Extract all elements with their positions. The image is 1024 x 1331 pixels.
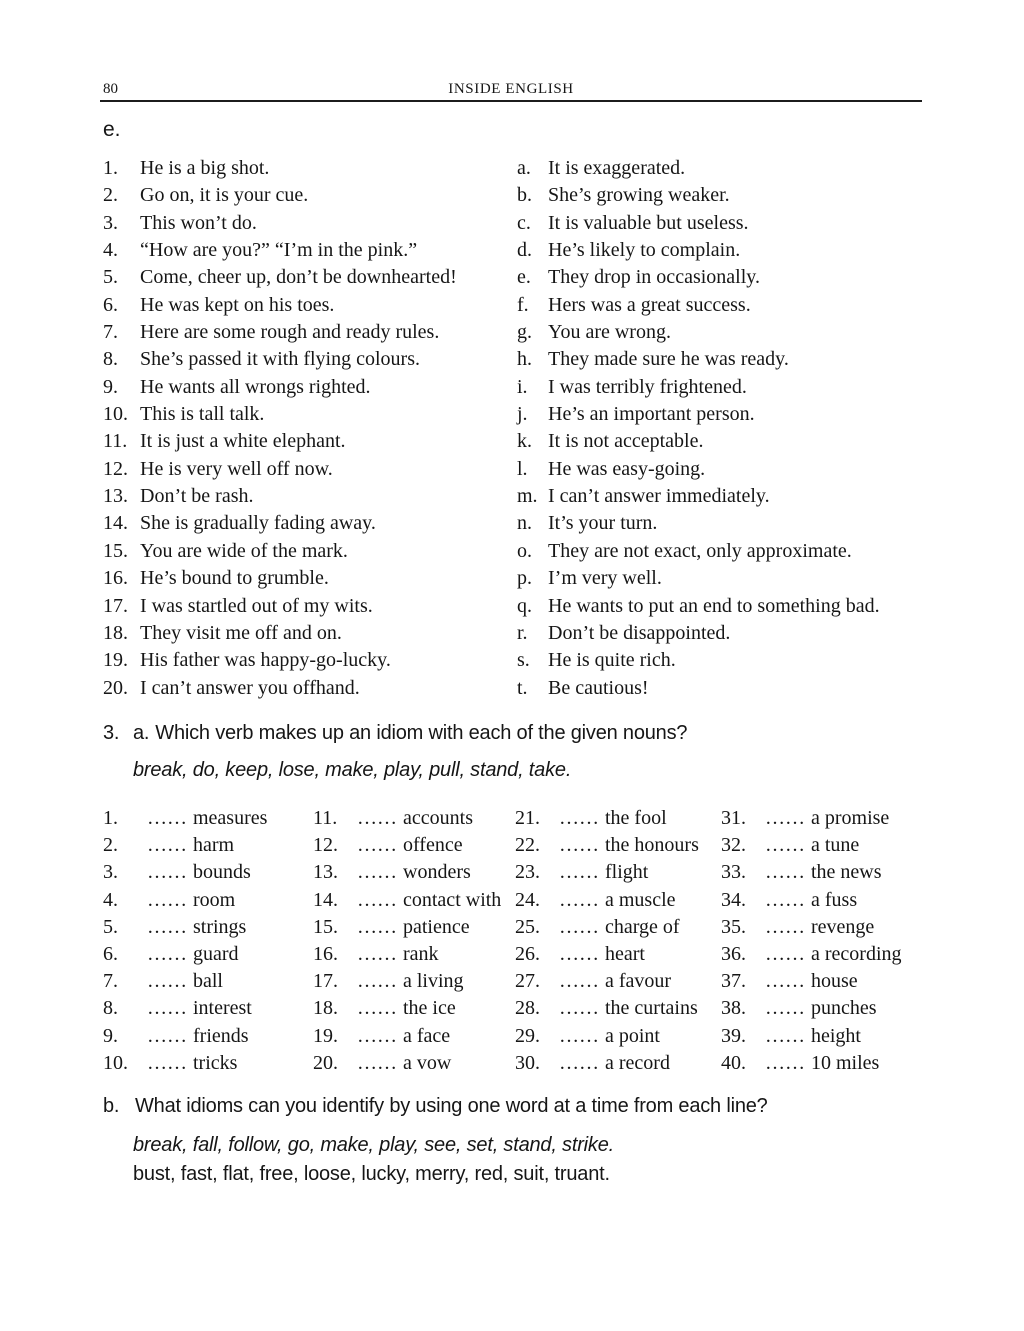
pair-text: They visit me off and on.	[140, 621, 342, 644]
pair-num: 19.	[103, 649, 128, 672]
noun-text: guard	[193, 942, 239, 965]
blank-dots: ……	[357, 1051, 397, 1074]
blank-dots: ……	[765, 915, 805, 938]
noun-num: 26.	[515, 942, 540, 965]
blank-dots: ……	[765, 970, 805, 993]
noun-text: a tune	[811, 834, 860, 857]
noun-text: rank	[403, 942, 439, 965]
noun-num: 7.	[103, 970, 118, 993]
noun-num: 15.	[313, 915, 338, 938]
blank-dots: ……	[559, 942, 599, 965]
noun-num: 23.	[515, 861, 540, 884]
noun-num: 3.	[103, 861, 118, 884]
noun-entry	[147, 970, 313, 997]
blank-dots: ……	[765, 942, 805, 965]
noun-entry	[147, 807, 313, 834]
blank-dots: ……	[765, 834, 805, 857]
match-text: It is valuable but useless.	[548, 211, 749, 234]
match-text: They drop in occasionally.	[548, 266, 760, 289]
pair-num: 2.	[103, 184, 118, 207]
blank-dots: ……	[765, 1051, 805, 1074]
verb-list: break, do, keep, lose, make, play, pull, stand, take.	[133, 759, 572, 781]
pair-text: Come, cheer up, don’t be downhearted!	[140, 266, 457, 289]
noun-text: a favour	[605, 970, 672, 993]
noun-text: house	[811, 970, 858, 993]
exercise-question: What idioms can you identify by using one word at a time from each line?	[135, 1095, 768, 1117]
blank-dots: ……	[765, 861, 805, 884]
noun-num: 10.	[103, 1051, 128, 1074]
blank-dots: ……	[357, 1024, 397, 1047]
match-text: She’s growing weaker.	[548, 184, 730, 207]
blank-dots: ……	[147, 807, 187, 829]
noun-entry	[147, 997, 313, 1024]
blank-dots: ……	[765, 997, 805, 1020]
pair-text: He is very well off now.	[140, 457, 333, 480]
blank-dots: ……	[147, 915, 187, 938]
noun-num: 22.	[515, 834, 540, 857]
noun-entry	[147, 1025, 313, 1052]
word-list-verbs: break, fall, follow, go, make, play, see, set, stand, strike.	[133, 1134, 614, 1156]
pair-num: 15.	[103, 539, 128, 562]
exercise-number: 3.	[103, 722, 120, 744]
pair-text: He’s bound to grumble.	[140, 567, 329, 590]
noun-text: accounts	[403, 807, 473, 829]
pair-num: 20.	[103, 676, 128, 699]
noun-num: 8.	[103, 997, 118, 1020]
noun-entry	[357, 889, 515, 916]
pair-num: 11.	[103, 430, 128, 453]
noun-num: 20.	[313, 1051, 338, 1074]
noun-text: the news	[811, 861, 882, 884]
noun-fill-in-list	[103, 807, 922, 1079]
pair-num: 6.	[103, 293, 118, 316]
match-text: He wants to put an end to something bad.	[548, 594, 880, 617]
noun-text: a promise	[811, 807, 890, 829]
blank-dots: ……	[357, 997, 397, 1020]
noun-entry	[765, 1052, 922, 1079]
noun-entry	[559, 997, 721, 1024]
word-list-words: bust, fast, flat, free, loose, lucky, merry, red, suit, truant.	[133, 1162, 610, 1185]
match-text: He is quite rich.	[548, 649, 676, 672]
blank-dots: ……	[559, 834, 599, 857]
noun-num: 9.	[103, 1024, 118, 1047]
noun-entry	[147, 943, 313, 970]
exercise-letter: b.	[103, 1095, 120, 1117]
match-text: Be cautious!	[548, 676, 649, 699]
noun-num: 1.	[103, 807, 118, 829]
noun-text: a point	[605, 1024, 660, 1047]
noun-text: friends	[193, 1024, 249, 1047]
noun-num: 5.	[103, 915, 118, 938]
pair-num: 10.	[103, 403, 128, 426]
noun-num: 12.	[313, 834, 338, 857]
pair-num: 9.	[103, 375, 118, 398]
blank-dots: ……	[147, 1051, 187, 1074]
pair-text: Go on, it is your cue.	[140, 184, 309, 207]
match-letter: g.	[517, 321, 532, 344]
match-text: Hers was a great success.	[548, 293, 751, 316]
noun-text: wonders	[403, 861, 471, 884]
noun-entry	[559, 807, 721, 834]
noun-num: 25.	[515, 915, 540, 938]
noun-entry	[147, 1052, 313, 1079]
noun-entry	[559, 916, 721, 943]
noun-entry	[357, 1052, 515, 1079]
match-text: He was easy-going.	[548, 457, 706, 480]
match-text: He’s an important person.	[548, 403, 755, 426]
pair-num: 3.	[103, 211, 118, 234]
match-letter: a.	[517, 157, 531, 179]
noun-text: bounds	[193, 861, 251, 884]
noun-entry	[357, 916, 515, 943]
blank-dots: ……	[147, 942, 187, 965]
match-letter: q.	[517, 594, 532, 617]
noun-num: 13.	[313, 861, 338, 884]
noun-entry	[765, 861, 922, 888]
blank-dots: ……	[357, 942, 397, 965]
noun-text: interest	[193, 997, 252, 1020]
noun-entry	[147, 861, 313, 888]
noun-text: a record	[605, 1051, 670, 1074]
pair-text: He is a big shot.	[140, 157, 270, 179]
noun-entry	[357, 807, 515, 834]
pair-num: 13.	[103, 485, 128, 508]
noun-text: tricks	[193, 1051, 238, 1074]
pair-num: 16.	[103, 567, 128, 590]
noun-entry	[147, 889, 313, 916]
noun-entry	[357, 1025, 515, 1052]
pair-text: You are wide of the mark.	[140, 539, 348, 562]
noun-num: 2.	[103, 834, 118, 857]
blank-dots: ……	[559, 1024, 599, 1047]
noun-num: 11.	[313, 807, 338, 829]
noun-text: patience	[403, 915, 470, 938]
pair-text: I was startled out of my wits.	[140, 594, 373, 617]
noun-num: 18.	[313, 997, 338, 1020]
section-e-label: e.	[103, 118, 121, 141]
noun-text: contact with	[403, 888, 502, 911]
pair-text: He was kept on his toes.	[140, 293, 335, 316]
noun-entry	[147, 916, 313, 943]
match-text: I can’t answer immediately.	[548, 485, 770, 508]
match-letter: f.	[517, 293, 529, 316]
noun-entry	[559, 889, 721, 916]
match-text: You are wrong.	[548, 321, 671, 344]
blank-dots: ……	[559, 970, 599, 993]
match-text: They made sure he was ready.	[548, 348, 789, 371]
noun-num: 37.	[721, 970, 746, 993]
match-letter: o.	[517, 539, 532, 562]
noun-num: 36.	[721, 942, 746, 965]
noun-num: 35.	[721, 915, 746, 938]
noun-entry	[357, 861, 515, 888]
page-number: 80	[103, 81, 118, 97]
noun-num: 24.	[515, 888, 540, 911]
pair-num: 8.	[103, 348, 118, 371]
blank-dots: ……	[765, 888, 805, 911]
blank-dots: ……	[765, 1024, 805, 1047]
blank-dots: ……	[357, 834, 397, 857]
exercise-3a-heading	[103, 722, 922, 745]
match-letter: l.	[517, 457, 528, 480]
pair-text: This is tall talk.	[140, 403, 265, 426]
noun-entry	[765, 916, 922, 943]
blank-dots: ……	[147, 997, 187, 1020]
pair-text: He wants all wrongs righted.	[140, 375, 371, 398]
match-letter: e.	[517, 266, 531, 289]
blank-dots: ……	[559, 807, 599, 829]
noun-text: charge of	[605, 915, 680, 938]
noun-text: strings	[193, 915, 247, 938]
match-letter: j.	[517, 403, 528, 426]
blank-dots: ……	[147, 861, 187, 884]
noun-text: a fuss	[811, 888, 858, 911]
noun-num: 29.	[515, 1024, 540, 1047]
noun-text: height	[811, 1024, 861, 1047]
match-letter: i.	[517, 375, 528, 398]
noun-num: 14.	[313, 888, 338, 911]
pair-num: 4.	[103, 239, 118, 262]
pair-text: Here are some rough and ready rules.	[140, 321, 440, 344]
blank-dots: ……	[147, 970, 187, 993]
match-text: I’m very well.	[548, 567, 662, 590]
pair-num: 12.	[103, 457, 128, 480]
pair-text: She is gradually fading away.	[140, 512, 376, 535]
pair-num: 5.	[103, 266, 118, 289]
exercise-letter: a.	[133, 722, 150, 744]
pair-text: It is just a white elephant.	[140, 430, 346, 453]
pair-num: 1.	[103, 157, 118, 179]
noun-entry	[765, 834, 922, 861]
pair-num: 17.	[103, 594, 128, 617]
noun-text: a muscle	[605, 888, 676, 911]
noun-text: punches	[811, 997, 877, 1020]
noun-num: 39.	[721, 1024, 746, 1047]
noun-num: 21.	[515, 807, 540, 829]
matching-exercise	[103, 157, 922, 704]
match-letter: t.	[517, 676, 528, 699]
match-letter: b.	[517, 184, 532, 207]
noun-entry	[559, 970, 721, 997]
noun-entry	[357, 970, 515, 997]
noun-num: 31.	[721, 807, 746, 829]
noun-entry	[765, 970, 922, 997]
noun-entry	[357, 834, 515, 861]
match-text: He’s likely to complain.	[548, 239, 741, 262]
noun-entry	[765, 807, 922, 834]
pair-num: 14.	[103, 512, 128, 535]
noun-entry	[357, 997, 515, 1024]
noun-text: the fool	[605, 807, 667, 829]
noun-text: a living	[403, 970, 464, 993]
noun-num: 38.	[721, 997, 746, 1020]
blank-dots: ……	[559, 915, 599, 938]
pair-text: This won’t do.	[140, 211, 257, 234]
blank-dots: ……	[357, 861, 397, 884]
noun-text: the honours	[605, 834, 699, 857]
exercise-3b-heading	[103, 1095, 953, 1118]
pair-text: “How are you?” “I’m in the pink.”	[140, 239, 418, 262]
match-letter: p.	[517, 567, 532, 590]
noun-text: the curtains	[605, 997, 698, 1020]
match-letter: m.	[517, 485, 538, 508]
noun-entry	[559, 861, 721, 888]
blank-dots: ……	[559, 861, 599, 884]
noun-entry	[559, 943, 721, 970]
blank-dots: ……	[559, 997, 599, 1020]
noun-entry	[147, 834, 313, 861]
match-text: It’s your turn.	[548, 512, 658, 535]
match-text: It is not acceptable.	[548, 430, 704, 453]
noun-entry	[765, 943, 922, 970]
noun-text: 10 miles	[811, 1051, 880, 1074]
noun-num: 33.	[721, 861, 746, 884]
page-header	[100, 79, 922, 102]
noun-num: 30.	[515, 1051, 540, 1074]
noun-text: a recording	[811, 942, 902, 965]
noun-num: 4.	[103, 888, 118, 911]
match-letter: s.	[517, 649, 530, 672]
exercise-question: Which verb makes up an idiom with each of the given nouns?	[155, 722, 688, 744]
blank-dots: ……	[357, 970, 397, 993]
blank-dots: ……	[559, 1051, 599, 1074]
noun-text: offence	[403, 834, 463, 857]
noun-num: 28.	[515, 997, 540, 1020]
pair-text: His father was happy-go-lucky.	[140, 649, 391, 672]
noun-text: the ice	[403, 997, 456, 1020]
noun-text: a face	[403, 1024, 451, 1047]
word-lists	[133, 1131, 614, 1188]
noun-num: 34.	[721, 888, 746, 911]
noun-entry	[765, 889, 922, 916]
blank-dots: ……	[147, 888, 187, 911]
pair-text: Don’t be rash.	[140, 485, 254, 508]
match-letter: k.	[517, 430, 532, 453]
noun-num: 40.	[721, 1051, 746, 1074]
noun-text: heart	[605, 942, 645, 965]
match-text: Don’t be disappointed.	[548, 621, 731, 644]
noun-num: 16.	[313, 942, 338, 965]
noun-text: ball	[193, 970, 223, 993]
noun-text: a vow	[403, 1051, 452, 1074]
blank-dots: ……	[147, 1024, 187, 1047]
match-text: They are not exact, only approximate.	[548, 539, 852, 562]
blank-dots: ……	[765, 807, 805, 829]
noun-num: 6.	[103, 942, 118, 965]
blank-dots: ……	[357, 807, 397, 829]
noun-entry	[357, 943, 515, 970]
noun-text: room	[193, 888, 236, 911]
noun-text: flight	[605, 861, 649, 884]
blank-dots: ……	[147, 834, 187, 857]
blank-dots: ……	[357, 888, 397, 911]
match-letter: d.	[517, 239, 532, 262]
pair-num: 7.	[103, 321, 118, 344]
noun-text: measures	[193, 807, 268, 829]
match-text: I was terribly frightened.	[548, 375, 747, 398]
running-title: INSIDE ENGLISH	[448, 81, 574, 97]
noun-entry	[765, 997, 922, 1024]
noun-num: 17.	[313, 970, 338, 993]
match-letter: n.	[517, 512, 532, 535]
blank-dots: ……	[357, 915, 397, 938]
blank-dots: ……	[559, 888, 599, 911]
match-text: It is exaggerated.	[548, 157, 686, 179]
pair-num: 18.	[103, 621, 128, 644]
noun-entry	[765, 1025, 922, 1052]
pair-text: I can’t answer you offhand.	[140, 676, 360, 699]
noun-num: 32.	[721, 834, 746, 857]
noun-entry	[559, 1025, 721, 1052]
match-letter: r.	[517, 621, 528, 644]
noun-num: 19.	[313, 1024, 338, 1047]
noun-text: harm	[193, 834, 235, 857]
pair-text: She’s passed it with flying colours.	[140, 348, 420, 371]
match-letter: c.	[517, 211, 531, 234]
noun-entry	[559, 834, 721, 861]
match-letter: h.	[517, 348, 532, 371]
noun-num: 27.	[515, 970, 540, 993]
noun-entry	[559, 1052, 721, 1079]
noun-text: revenge	[811, 915, 875, 938]
